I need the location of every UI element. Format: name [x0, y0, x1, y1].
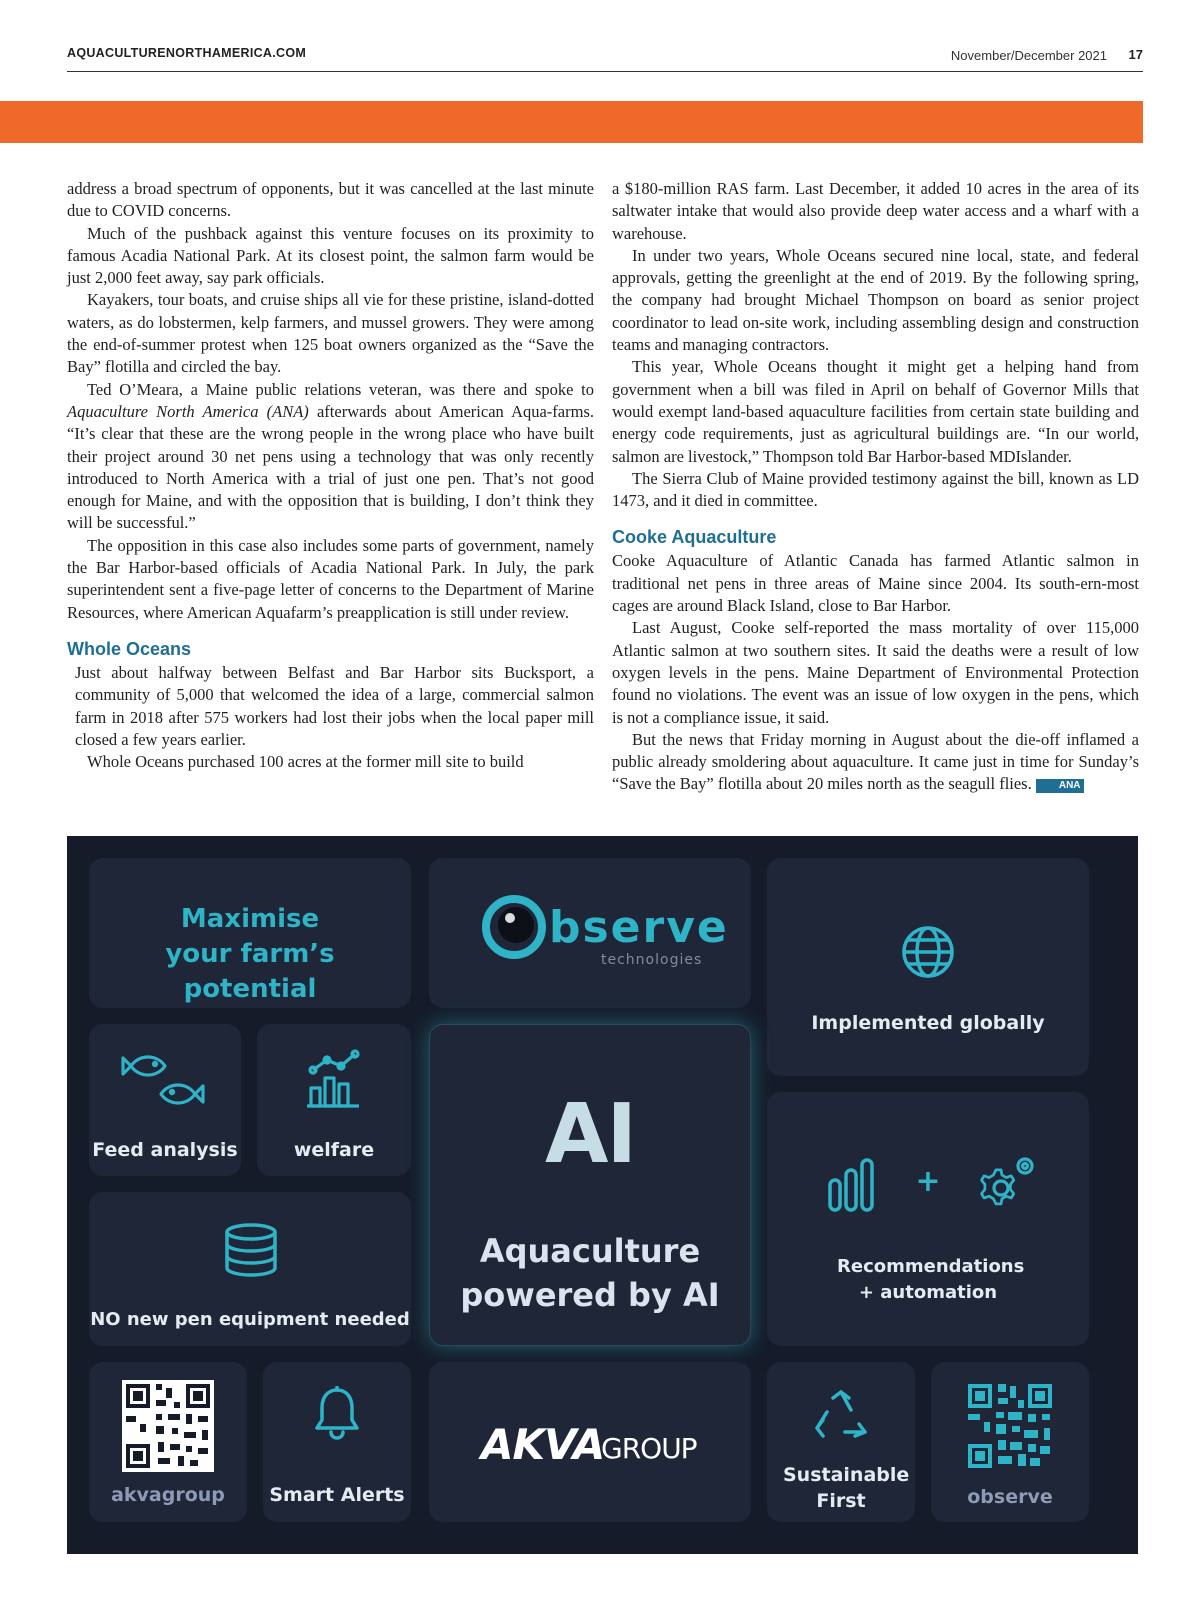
- section-heading-whole-oceans: Whole Oceans: [67, 638, 192, 659]
- akva-logo-text: AKVA: [481, 1420, 605, 1469]
- implemented-label: Implemented globally: [811, 1012, 1045, 1034]
- recycle-icon: [813, 1390, 869, 1446]
- fish-icon: [117, 1050, 213, 1110]
- paragraph: Whole Oceans purchased 100 acres at the former mill site to build: [87, 752, 524, 772]
- publication-name: Aquaculture North America (ANA): [67, 401, 309, 421]
- paragraph: a $180-million RAS farm. Last December, it added 10 acres in the area of its saltwater intake that would also provide deep water access and a wharf with a warehouse.: [612, 179, 1139, 243]
- paragraph: [612, 729, 1139, 796]
- observe-logo-subtitle: technologies: [601, 952, 703, 968]
- text-run: Ted O’Meara, a Maine public relations veteran, was there and spoke to: [87, 379, 594, 399]
- article-column-right: [612, 178, 1139, 796]
- globe-icon: [900, 924, 956, 980]
- bar-chart-trend-icon: [305, 1048, 363, 1110]
- smart-alerts-label: Smart Alerts: [269, 1484, 405, 1506]
- observe-eye-icon: [481, 894, 547, 960]
- observe-logo-text: bserve: [549, 902, 729, 953]
- paragraph: Cooke Aquaculture of Atlantic Canada has farmed Atlantic salmon in traditional net pens in three areas of Maine since 2004. Its south-ern-most cages are around Black Island, close to Bar Harbor.: [612, 551, 1139, 616]
- tile-observe-logo[interactable]: [429, 858, 751, 1008]
- gears-icon: [979, 1152, 1039, 1212]
- plus-sign: +: [915, 1164, 941, 1199]
- ai-subheading: Aquaculture powered by AI: [460, 1232, 720, 1314]
- database-icon: [223, 1222, 279, 1278]
- section-heading-cooke: Cooke Aquaculture: [612, 527, 777, 548]
- tile-smart-alerts: [263, 1362, 411, 1522]
- page-number: 17: [1128, 47, 1143, 62]
- tile-implemented: [767, 858, 1089, 1076]
- akvagroup-qr-label: akvagroup: [111, 1484, 225, 1506]
- feed-analysis-label: Feed analysis: [92, 1139, 238, 1161]
- recommendations-label: Recommendations + automation: [837, 1256, 1025, 1303]
- paragraph: address a broad spectrum of opponents, but it was cancelled at the last minute due to COVID concerns.: [67, 179, 594, 221]
- paragraph: Much of the pushback against this venture focuses on its proximity to famous Acadia National Park. At its closest point, the salmon farm would be just 2,000 feet away, say park officials.: [67, 223, 594, 288]
- tile-welfare: [257, 1024, 411, 1176]
- qr-code-icon[interactable]: [122, 1380, 214, 1472]
- paragraph: Just about halfway between Belfast and Bar Harbor sits Bucksport, a community of 5,000 that welcomed the idea of a large, commercial salmon farm in 2018 after 575 workers had lost their jobs when the local paper mill closed a few years earlier.: [75, 662, 594, 749]
- sustainable-label: Sustainable First: [783, 1464, 910, 1512]
- ana-end-badge: ANA: [1036, 779, 1084, 793]
- text-run: afterwards about American Aqua-farms. “It’s clear that these are the wrong people in the wrong place who have built their project around 30 net pens using a technology that was only recently introduced to North America with a trial of just one pen. That’s not good enough for Maine, and with the opposition that is building, I don’t think they will be successful.”: [67, 401, 594, 533]
- tile-akva-logo[interactable]: [429, 1362, 751, 1522]
- advertisement[interactable]: [67, 836, 1138, 1554]
- tile-observe-qr[interactable]: [931, 1362, 1089, 1522]
- ai-heading: AI: [545, 1087, 635, 1182]
- tile-no-equipment: [89, 1192, 411, 1346]
- issue-date: November/December 2021: [950, 48, 1107, 63]
- welfare-label: welfare: [293, 1139, 375, 1161]
- ad-headline: Maximise your farm’s potential: [165, 904, 335, 1004]
- paragraph: [67, 379, 594, 535]
- tile-akvagroup-qr[interactable]: [89, 1362, 247, 1522]
- orange-banner: [0, 101, 1143, 143]
- no-equipment-label: NO new pen equipment needed: [90, 1309, 410, 1330]
- site-name[interactable]: AQUACULTURENORTHAMERICA.COM: [67, 46, 307, 60]
- paragraph: In under two years, Whole Oceans secured nine local, state, and federal approvals, getting the greenlight at the end of 2019. By the following spring, the company had brought Michael Thompson on board as senior project coordinator to lead on-site work, including assembling design and construction teams and managing contractors.: [612, 245, 1139, 355]
- paragraph: The Sierra Club of Maine provided testimony against the bill, known as LD 1473, and it died in committee.: [612, 468, 1139, 511]
- article-column-left: [67, 178, 594, 773]
- tile-recommendations: [767, 1092, 1089, 1346]
- tile-sustainable: [767, 1362, 915, 1522]
- tile-ai: [429, 1024, 751, 1346]
- qr-code-icon[interactable]: [964, 1380, 1056, 1472]
- tile-headline: [89, 858, 411, 1008]
- paragraph: Last August, Cooke self-reported the mass mortality of over 115,000 Atlantic salmon at two southern sites. It said the deaths were a result of low oxygen levels in the pens. Maine Department of Environmental Protection found no violations. The event was an issue of low oxygen in the pens, which is not a compliance issue, it said.: [612, 618, 1139, 727]
- bell-icon: [313, 1386, 361, 1440]
- page-header: [67, 44, 1143, 72]
- paragraph: Kayakers, tour boats, and cruise ships all vie for these pristine, island-dotted waters, as do lobstermen, kelp farmers, and mussel growers. They were among the end-of-summer protest when 125 boat owners organized as the “Save the Bay” flotilla and circled the bay.: [67, 290, 594, 377]
- paragraph: The opposition in this case also includes some parts of government, namely the Bar Harbor-based officials of Acadia National Park. In July, the park superintendent sent a five-page letter of concerns to the Department of Marine Resources, where American Aquafarm’s preapplication is still under review.: [67, 535, 594, 622]
- akva-group-text: GROUP: [601, 1432, 697, 1465]
- bar-chart-icon: [827, 1156, 875, 1212]
- paragraph: This year, Whole Oceans thought it might get a helping hand from government when a bill was filed in April on behalf of Governor Mills that would exempt land-based aquaculture facilities from certain state building and energy code requirements, just as agricultural buildings are. “In our world, salmon are livestock,” Thompson told Bar Harbor-based MDIslander.: [612, 357, 1139, 466]
- tile-feed-analysis: [89, 1024, 241, 1176]
- text-run: But the news that Friday morning in August about the die-off inflamed a public already smoldering about aquaculture. It came just in time for Sunday’s “Save the Bay” flotilla about 20 miles north as the seagull flies.: [612, 729, 1139, 794]
- observe-qr-label: observe: [967, 1486, 1053, 1508]
